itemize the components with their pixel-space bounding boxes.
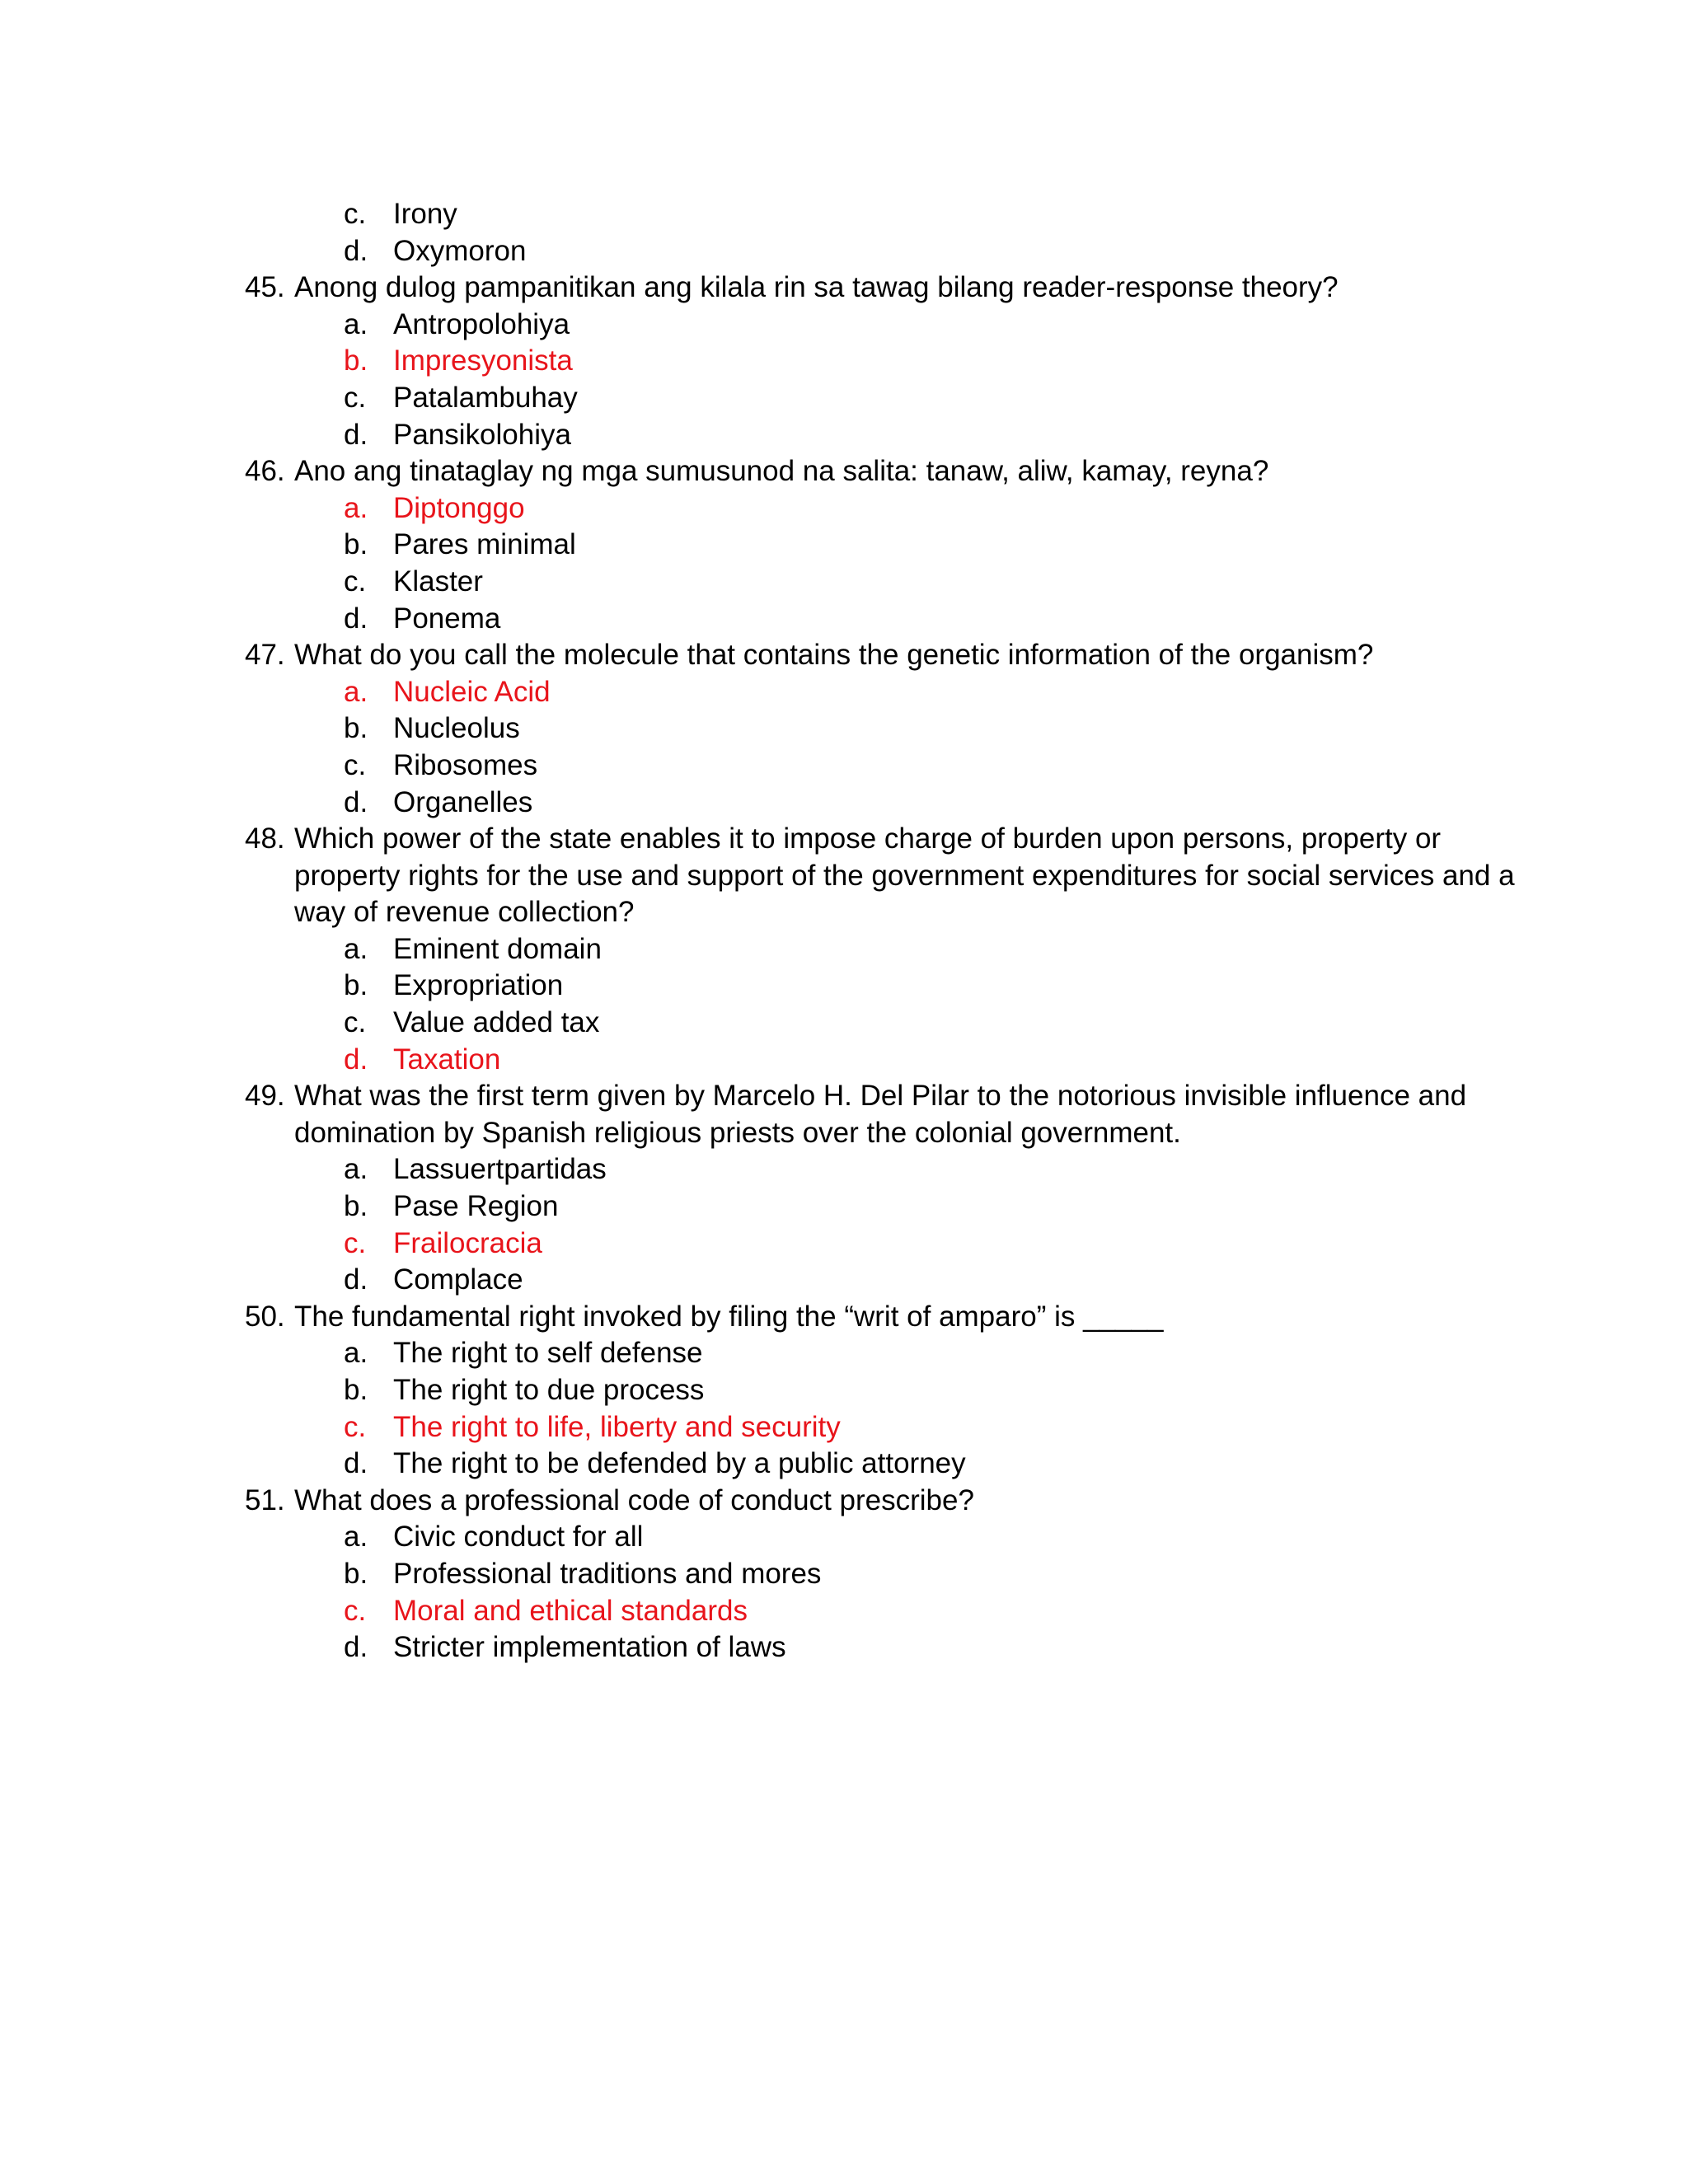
- option-letter: a.: [344, 1337, 368, 1370]
- option-letter: d.: [344, 785, 368, 818]
- answer-option: [245, 1151, 1498, 1188]
- question-line: [245, 1078, 1498, 1115]
- option-text: The right to due process: [393, 1374, 705, 1406]
- question-text: What do you call the molecule that contains the genetic information of the organism?: [294, 639, 1374, 672]
- option-letter: a.: [344, 932, 368, 965]
- answer-option: [245, 1372, 1498, 1409]
- question-line: [245, 453, 1498, 490]
- option-text: Impresyonista: [393, 344, 573, 377]
- question-number: 51.: [245, 1483, 285, 1516]
- question-line: [245, 1483, 1498, 1520]
- option-letter: d.: [344, 602, 368, 635]
- question-text: Anong dulog pampanitikan ang kilala rin sa tawag bilang reader-response theory?: [294, 271, 1339, 304]
- answer-option: [245, 233, 1498, 270]
- answer-option: [245, 931, 1498, 968]
- option-letter: c.: [344, 1006, 367, 1039]
- answer-option: [245, 417, 1498, 454]
- answer-option-correct: [245, 674, 1498, 711]
- option-text: Ponema: [393, 602, 501, 635]
- option-letter: b.: [344, 712, 368, 745]
- question-block: [245, 196, 1498, 269]
- option-text: Klaster: [393, 565, 483, 598]
- option-letter: c.: [344, 198, 367, 230]
- option-letter: a.: [344, 1521, 368, 1554]
- answer-option-correct: [245, 343, 1498, 380]
- answer-option: [245, 1556, 1498, 1593]
- option-letter: c.: [344, 381, 367, 414]
- option-text: Value added tax: [393, 1006, 600, 1039]
- question-continuation-line: [245, 894, 1498, 931]
- question-number: 50.: [245, 1300, 285, 1333]
- question-text: What was the first term given by Marcelo H. Del Pilar to the notorious invisible influence and: [294, 1080, 1467, 1113]
- question-number: 45.: [245, 271, 285, 304]
- option-letter: c.: [344, 1410, 367, 1443]
- option-letter: a.: [344, 491, 368, 524]
- option-letter: d.: [344, 1631, 368, 1664]
- option-text: Oxymoron: [393, 234, 527, 267]
- question-line: [245, 821, 1498, 858]
- answer-option: [245, 307, 1498, 344]
- answer-option: [245, 196, 1498, 233]
- question-number: 48.: [245, 823, 285, 855]
- question-block: [245, 821, 1515, 1078]
- option-letter: b.: [344, 1557, 368, 1590]
- question-block: [245, 1483, 1498, 1666]
- option-text: Expropriation: [393, 969, 564, 1002]
- answer-option-correct: [245, 1409, 1498, 1446]
- question-text: What does a professional code of conduct prescribe?: [294, 1483, 974, 1516]
- answer-option: [245, 1262, 1498, 1299]
- question-continuation-line: [245, 858, 1515, 895]
- answer-option: [245, 1519, 1498, 1556]
- answer-option: [245, 1188, 1498, 1226]
- question-text: domination by Spanish religious priests over the colonial government.: [294, 1116, 1181, 1149]
- option-text: Taxation: [393, 1043, 501, 1076]
- question-text: way of revenue collection?: [294, 896, 635, 929]
- answer-option: [245, 785, 1498, 822]
- option-letter: d.: [344, 1447, 368, 1480]
- option-text: Nucleolus: [393, 712, 520, 745]
- option-letter: a.: [344, 1153, 368, 1186]
- option-text: Nucleic Acid: [393, 675, 551, 708]
- option-text: Civic conduct for all: [393, 1521, 644, 1554]
- answer-option: [245, 1335, 1498, 1372]
- question-number: 49.: [245, 1080, 285, 1113]
- question-block: [245, 637, 1498, 821]
- option-text: Irony: [393, 198, 457, 230]
- option-text: Moral and ethical standards: [393, 1594, 748, 1627]
- answer-option: [245, 1446, 1498, 1483]
- question-line: [245, 269, 1498, 307]
- question-line: [245, 1299, 1498, 1336]
- option-text: Pase Region: [393, 1190, 559, 1223]
- option-text: Diptonggo: [393, 491, 525, 524]
- option-text: Antropolohiya: [393, 307, 570, 340]
- question-line: [245, 637, 1498, 674]
- question-block: [245, 1299, 1498, 1483]
- option-letter: c.: [344, 1226, 367, 1259]
- answer-option-correct: [245, 1042, 1498, 1079]
- question-block: [245, 453, 1498, 637]
- option-letter: b.: [344, 528, 368, 561]
- question-number: 47.: [245, 639, 285, 672]
- option-letter: c.: [344, 748, 367, 781]
- option-text: Pansikolohiya: [393, 418, 571, 451]
- question-continuation-line: [245, 1115, 1498, 1152]
- answer-option-correct: [245, 490, 1498, 527]
- answer-option: [245, 710, 1498, 748]
- question-text: Which power of the state enables it to impose charge of burden upon persons, property or: [294, 823, 1442, 855]
- answer-option: [245, 1005, 1498, 1042]
- option-text: The right to life, liberty and security: [393, 1410, 841, 1443]
- option-text: Pares minimal: [393, 528, 576, 561]
- question-text: The fundamental right invoked by filing the “writ of amparo” is _____: [294, 1300, 1164, 1333]
- answer-option: [245, 748, 1498, 785]
- option-letter: d.: [344, 418, 368, 451]
- option-letter: b.: [344, 344, 368, 377]
- option-letter: d.: [344, 1043, 368, 1076]
- option-letter: d.: [344, 1263, 368, 1296]
- option-text: Professional traditions and mores: [393, 1557, 822, 1590]
- option-letter: c.: [344, 565, 367, 598]
- answer-option: [245, 527, 1498, 564]
- option-text: Frailocracia: [393, 1226, 542, 1259]
- answer-option: [245, 968, 1498, 1005]
- option-text: The right to self defense: [393, 1337, 703, 1370]
- option-text: Ribosomes: [393, 748, 538, 781]
- option-text: Patalambuhay: [393, 381, 578, 414]
- question-block: [245, 1078, 1498, 1299]
- option-letter: b.: [344, 1190, 368, 1223]
- option-letter: b.: [344, 969, 368, 1002]
- option-text: Eminent domain: [393, 932, 602, 965]
- question-number: 46.: [245, 455, 285, 488]
- answer-option: [245, 564, 1498, 601]
- answer-option: [245, 1629, 1498, 1666]
- answer-option: [245, 380, 1498, 417]
- question-block: [245, 269, 1498, 453]
- option-text: Stricter implementation of laws: [393, 1631, 786, 1664]
- option-letter: a.: [344, 675, 368, 708]
- option-letter: d.: [344, 234, 368, 267]
- option-text: Lassuertpartidas: [393, 1153, 607, 1186]
- option-letter: c.: [344, 1594, 367, 1627]
- option-text: Complace: [393, 1263, 523, 1296]
- option-text: Organelles: [393, 785, 533, 818]
- option-letter: b.: [344, 1374, 368, 1406]
- answer-option: [245, 601, 1498, 638]
- question-text: Ano ang tinataglay ng mga sumusunod na salita: tanaw, aliw, kamay, reyna?: [294, 455, 1269, 488]
- answer-option-correct: [245, 1226, 1498, 1263]
- question-list: [245, 196, 1515, 1666]
- answer-option-correct: [245, 1593, 1498, 1630]
- question-text: property rights for the use and support of the government expenditures for social services and a: [294, 859, 1515, 892]
- option-text: The right to be defended by a public attorney: [393, 1447, 966, 1480]
- option-letter: a.: [344, 307, 368, 340]
